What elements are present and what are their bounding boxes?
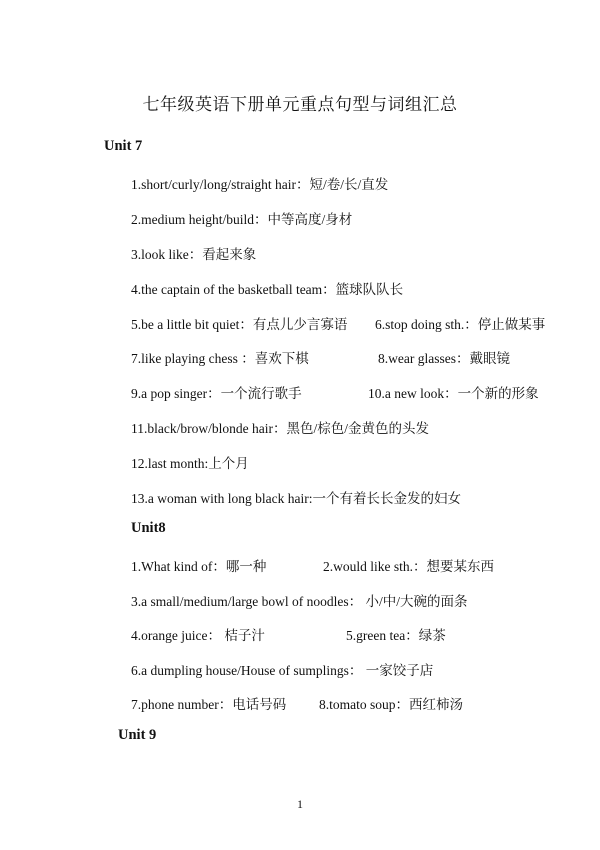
unit7-line-4: 4.the captain of the basketball team：篮球队队长 — [131, 282, 404, 297]
unit7-item-7: 7.like playing chess ：喜欢下棋 — [131, 351, 309, 366]
page-title: 七年级英语下册单元重点句型与词组汇总 — [142, 95, 458, 114]
unit7-line-13: 13.a woman with long black hair:一个有着长长金发的妇女 — [131, 491, 461, 506]
unit8-item-4: 4.orange juice： 桔子汁 — [131, 628, 265, 643]
unit7-item-9: 9.a pop singer：一个流行歌手 — [131, 386, 302, 401]
unit8-line-3: 3.a small/medium/large bowl of noodles： 小/中/大碗的面条 — [131, 594, 468, 609]
unit-8-heading: Unit8 — [131, 520, 166, 536]
unit8-item-7: 7.phone number：电话号码 — [131, 697, 287, 712]
unit-7-heading: Unit 7 — [104, 138, 143, 154]
unit7-line-3: 3.look like：看起来象 — [131, 247, 257, 262]
page-number: 1 — [297, 797, 303, 811]
unit-9-heading: Unit 9 — [118, 727, 157, 743]
unit8-item-2: 2.would like sth.：想要某东西 — [323, 559, 494, 574]
unit7-item-6: 6.stop doing sth.：停止做某事 — [375, 317, 546, 332]
unit7-item-8: 8.wear glasses：戴眼镜 — [378, 351, 510, 366]
unit8-line-6: 6.a dumpling house/House of sumplings： 一家饺子店 — [131, 663, 434, 678]
unit8-item-1: 1.What kind of：哪一种 — [131, 559, 267, 574]
unit7-item-5: 5.be a little bit quiet：有点儿少言寡语 — [131, 317, 348, 332]
unit7-line-2: 2.medium height/build：中等高度/身材 — [131, 212, 353, 227]
unit7-line-1: 1.short/curly/long/straight hair：短/卷/长/直发 — [131, 177, 389, 192]
unit8-item-5: 5.green tea：绿茶 — [346, 628, 446, 643]
unit8-item-8: 8.tomato soup：西红柿汤 — [319, 697, 463, 712]
unit7-line-11: 11.black/brow/blonde hair：黑色/棕色/金黄色的头发 — [131, 421, 429, 436]
unit7-item-10: 10.a new look：一个新的形象 — [368, 386, 539, 401]
unit7-line-12: 12.last month:上个月 — [131, 456, 249, 471]
